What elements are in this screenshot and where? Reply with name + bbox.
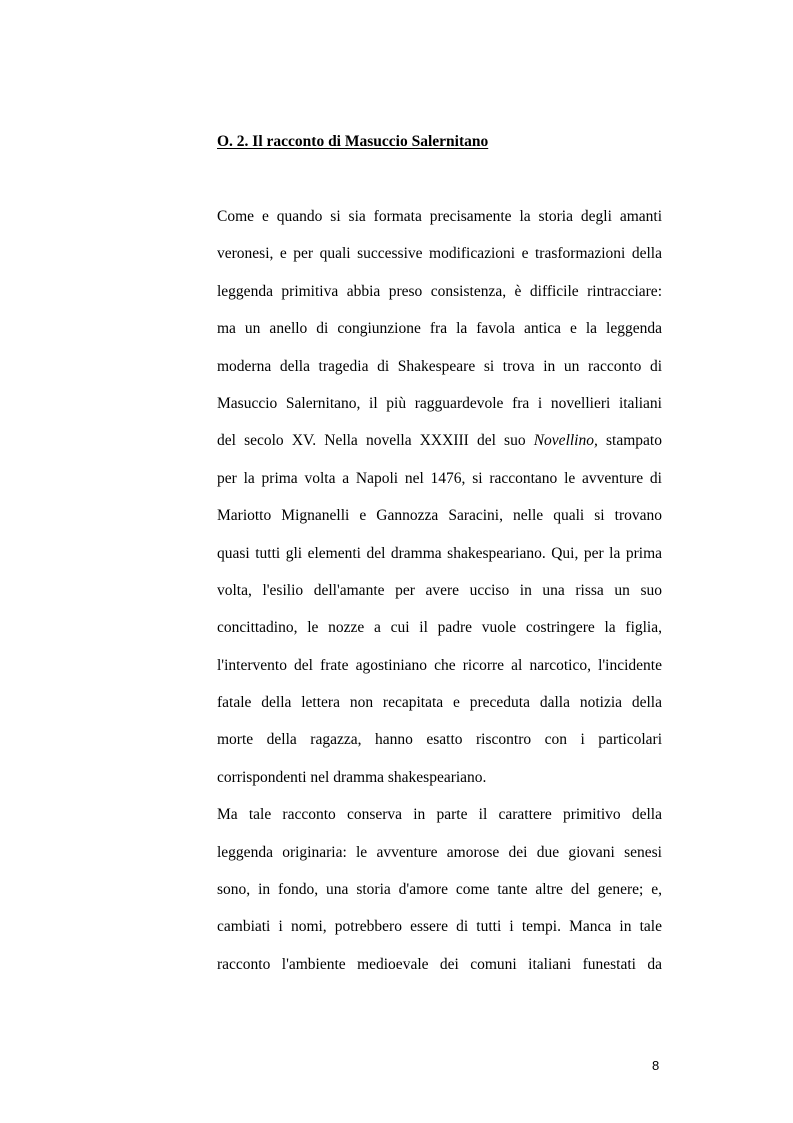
text-line-start: del secolo XV. Nella novella XXXIII del suo xyxy=(217,432,534,450)
text-line: ma un anello di congiunzione fra la favola antica e la leggenda xyxy=(217,320,662,338)
text-line: racconto l'ambiente medioevale dei comuni italiani funestati da xyxy=(217,955,662,973)
text-line: leggenda originaria: le avventure amorose dei due giovani senesi xyxy=(217,843,662,861)
text-line: veronesi, e per quali successive modificazioni e trasformazioni della xyxy=(217,245,662,263)
text-line: l'intervento del frate agostiniano che ricorre al narcotico, l'incidente xyxy=(217,656,662,674)
text-line: sono, in fondo, una storia d'amore come tante altre del genere; e, xyxy=(217,881,662,899)
text-line: Ma tale racconto conserva in parte il carattere primitivo della xyxy=(217,806,662,824)
text-line: fatale della lettera non recapitata e preceduta dalla notizia della xyxy=(217,694,662,712)
book-title-italic: Novellino, xyxy=(533,432,598,450)
text-line: Come e quando si sia formata precisamente la storia degli amanti xyxy=(217,208,662,225)
section-heading: O. 2. Il racconto di Masuccio Salernitano xyxy=(217,133,489,150)
text-line-end: stampato xyxy=(597,432,662,450)
text-line: concittadino, le nozze a cui il padre vuole costringere la figlia, xyxy=(217,619,662,637)
text-line: Mariotto Mignanelli e Gannozza Saracini, nelle quali si trovano xyxy=(217,507,662,525)
body-text xyxy=(217,204,662,989)
text-line: morte della ragazza, hanno esatto riscontro con i particolari xyxy=(217,731,662,749)
text-line: per la prima volta a Napoli nel 1476, si raccontano le avventure di xyxy=(217,469,662,487)
text-line: volta, l'esilio dell'amante per avere ucciso in una rissa un suo xyxy=(217,581,662,599)
text-line: moderna della tragedia di Shakespeare si trova in un racconto di xyxy=(217,357,662,375)
text-line xyxy=(217,428,662,465)
page-number: 8 xyxy=(652,1058,660,1073)
text-line: leggenda primitiva abbia preso consistenza, è difficile rintracciare: xyxy=(217,282,662,300)
text-line: quasi tutti gli elementi del dramma shakespeariano. Qui, per la prima xyxy=(217,544,662,562)
text-line: cambiati i nomi, potrebbero essere di tutti i tempi. Manca in tale xyxy=(217,918,662,936)
text-line: corrispondenti nel dramma shakespeariano. xyxy=(217,768,487,786)
text-line: Masuccio Salernitano, il più ragguardevole fra i novellieri italiani xyxy=(217,394,662,412)
